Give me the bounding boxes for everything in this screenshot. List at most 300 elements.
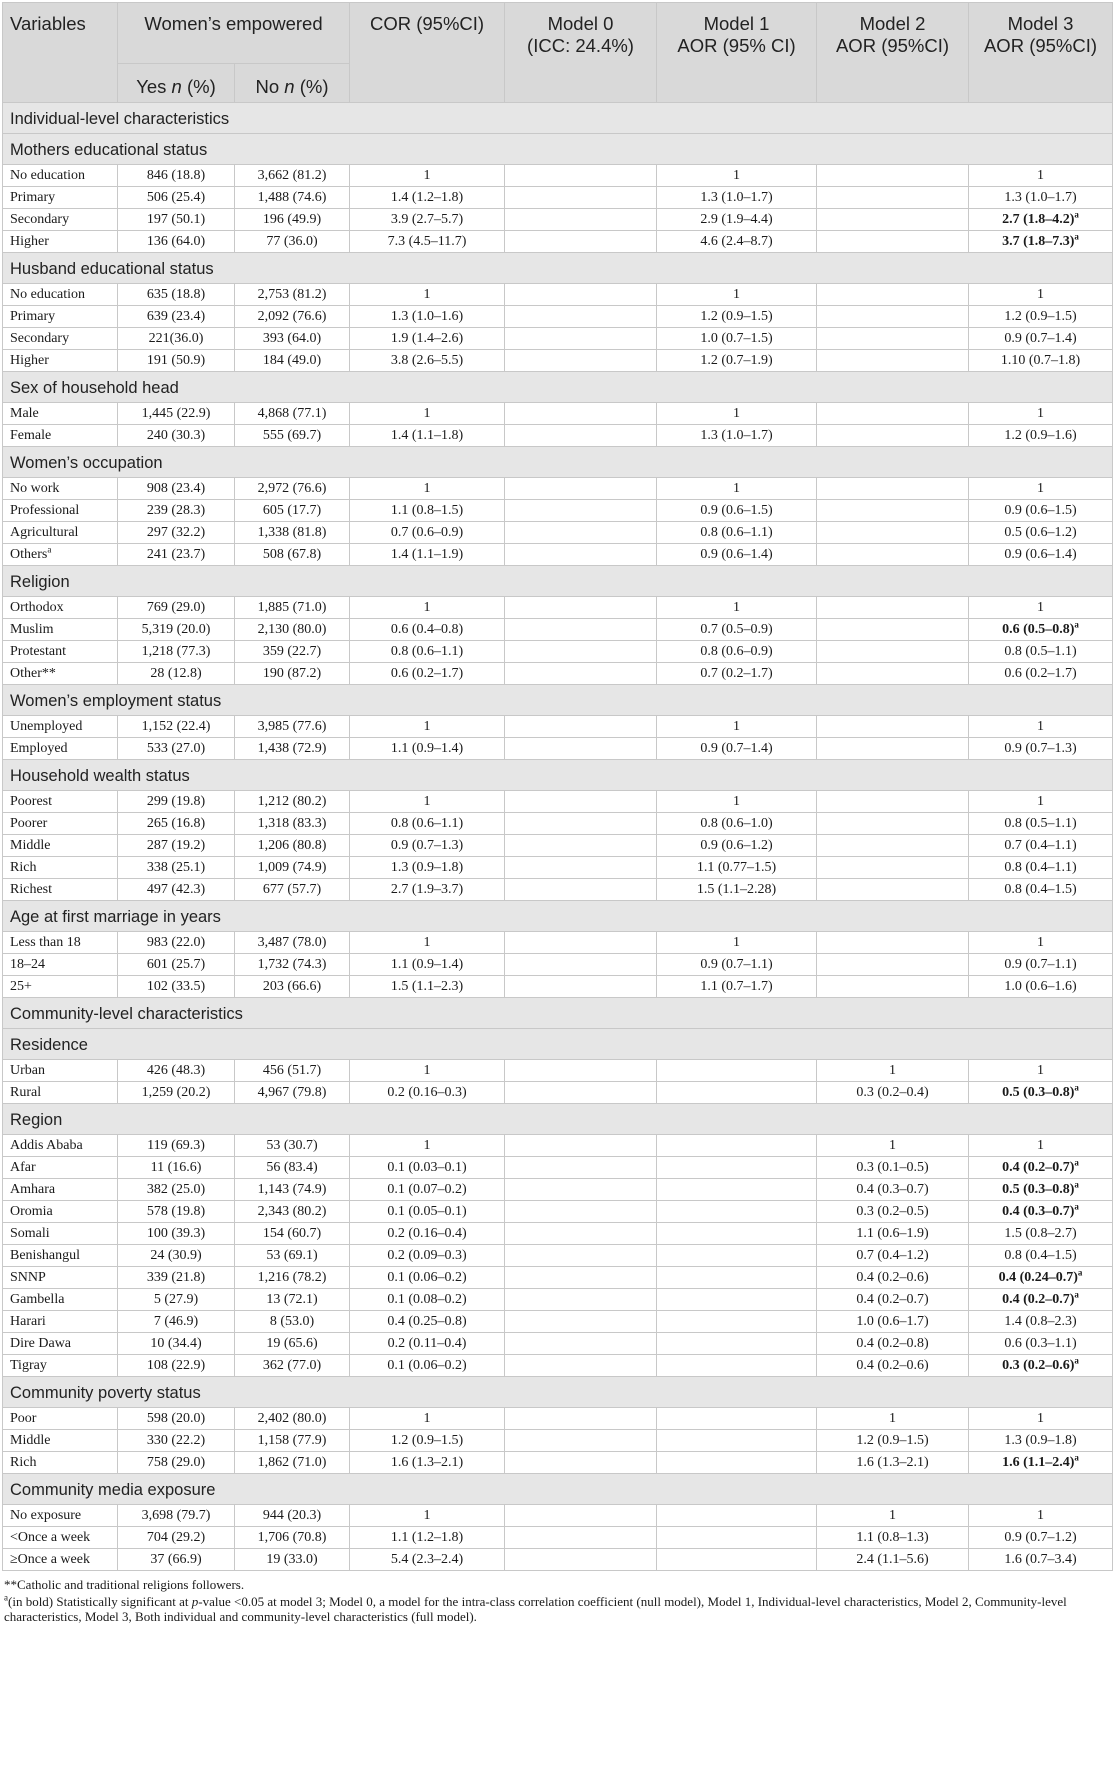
cell-yes: 11 (16.6) — [118, 1157, 235, 1179]
cell-m3: 1.6 $(1.1-2.4)^a$ — [969, 1452, 1113, 1474]
cell-m3: 0.8 (0.4–1.5) — [969, 1245, 1113, 1267]
cell-no: 944 (20.3) — [235, 1505, 350, 1527]
cell-m0 — [505, 165, 657, 187]
cell-no: 19 (65.6) — [235, 1333, 350, 1355]
cell-yes: 1,218 (77.3) — [118, 641, 235, 663]
cell-m2 — [817, 500, 969, 522]
cell-m0 — [505, 597, 657, 619]
cell-m1 — [657, 1527, 817, 1549]
cell-m2: 0.7 (0.4–1.2) — [817, 1245, 969, 1267]
cell-yes: 1,445 (22.9) — [118, 403, 235, 425]
cell-m2: 1 — [817, 1408, 969, 1430]
section-title: Residence — [3, 1029, 1113, 1060]
cell-m2 — [817, 932, 969, 954]
table-row — [3, 976, 1113, 998]
cell-m0 — [505, 1060, 657, 1082]
cell-m0 — [505, 544, 657, 566]
section-title: Age at first marriage in years — [3, 901, 1113, 932]
cell-m3: 0.9 (0.7–1.4) — [969, 328, 1113, 350]
cell-m0 — [505, 500, 657, 522]
section-row — [3, 1377, 1113, 1408]
row-label: Protestant — [3, 641, 118, 663]
cell-cor: 2.7 (1.9–3.7) — [350, 879, 505, 901]
cell-m2 — [817, 857, 969, 879]
row-label: ≥Once a week — [3, 1549, 118, 1571]
table-row — [3, 1060, 1113, 1082]
cell-m2: 1 — [817, 1505, 969, 1527]
cell-no: 2,402 (80.0) — [235, 1408, 350, 1430]
cell-m1: 1 — [657, 932, 817, 954]
table-row — [3, 1527, 1113, 1549]
row-label: Oromia — [3, 1201, 118, 1223]
section-row — [3, 901, 1113, 932]
cell-m2 — [817, 813, 969, 835]
cell-no: 1,706 (70.8) — [235, 1527, 350, 1549]
cell-cor: 7.3 (4.5–11.7) — [350, 231, 505, 253]
cell-yes: 10 (34.4) — [118, 1333, 235, 1355]
cell-m3: 1 — [969, 165, 1113, 187]
cell-m1: 1 — [657, 403, 817, 425]
cell-m1: 0.9 (0.6–1.4) — [657, 544, 817, 566]
cell-m1: 0.9 (0.7–1.4) — [657, 738, 817, 760]
cell-m2 — [817, 187, 969, 209]
row-label: Others$^a$ — [3, 544, 118, 566]
cell-yes: 108 (22.9) — [118, 1355, 235, 1377]
cell-m2: 1 — [817, 1060, 969, 1082]
cell-m1 — [657, 1082, 817, 1104]
cell-yes: 221(36.0) — [118, 328, 235, 350]
table-row — [3, 1223, 1113, 1245]
cell-cor: 1.4 (1.1–1.9) — [350, 544, 505, 566]
cell-m3: 0.5 $(0.3-0.8)^a$ — [969, 1082, 1113, 1104]
cell-m2 — [817, 641, 969, 663]
row-label: Richest — [3, 879, 118, 901]
cell-yes: 598 (20.0) — [118, 1408, 235, 1430]
cell-m1 — [657, 1505, 817, 1527]
section-row — [3, 1029, 1113, 1060]
cell-cor: 1.1 (0.8–1.5) — [350, 500, 505, 522]
cell-m0 — [505, 425, 657, 447]
row-label: Harari — [3, 1311, 118, 1333]
cell-m0 — [505, 619, 657, 641]
cell-m3: 1.3 (1.0–1.7) — [969, 187, 1113, 209]
cell-m1 — [657, 1430, 817, 1452]
table-row — [3, 187, 1113, 209]
cell-cor: 0.1 (0.03–0.1) — [350, 1157, 505, 1179]
cell-yes: 1,259 (20.2) — [118, 1082, 235, 1104]
cell-m3: 0.4 $(0.2-0.7)^a$ — [969, 1289, 1113, 1311]
cell-m0 — [505, 1179, 657, 1201]
section-title: Women’s employment status — [3, 685, 1113, 716]
cell-m0 — [505, 1082, 657, 1104]
cell-m2 — [817, 522, 969, 544]
cell-no: 508 (67.8) — [235, 544, 350, 566]
cell-yes: 382 (25.0) — [118, 1179, 235, 1201]
row-label: No exposure — [3, 1505, 118, 1527]
cell-no: 1,009 (74.9) — [235, 857, 350, 879]
cell-cor: 1 — [350, 791, 505, 813]
cell-m1 — [657, 1060, 817, 1082]
cell-m1: 2.9 (1.9–4.4) — [657, 209, 817, 231]
cell-yes: 28 (12.8) — [118, 663, 235, 685]
cell-m0 — [505, 1311, 657, 1333]
cell-yes: 265 (16.8) — [118, 813, 235, 835]
cell-yes: 239 (28.3) — [118, 500, 235, 522]
cell-m2: 1.6 (1.3–2.1) — [817, 1452, 969, 1474]
cell-yes: 241 (23.7) — [118, 544, 235, 566]
cell-m3: 0.7 (0.4–1.1) — [969, 835, 1113, 857]
cell-m2 — [817, 306, 969, 328]
section-row — [3, 372, 1113, 403]
cell-yes: 3,698 (79.7) — [118, 1505, 235, 1527]
cell-no: 2,343 (80.2) — [235, 1201, 350, 1223]
row-label: Higher — [3, 350, 118, 372]
cell-cor: 1.3 (1.0–1.6) — [350, 306, 505, 328]
row-label: Urban — [3, 1060, 118, 1082]
section-row — [3, 685, 1113, 716]
cell-cor: 1 — [350, 597, 505, 619]
cell-m1 — [657, 1311, 817, 1333]
cell-m3: 0.9 (0.7–1.1) — [969, 954, 1113, 976]
cell-m0 — [505, 1267, 657, 1289]
section-title: Religion — [3, 566, 1113, 597]
cell-m2: 1.0 (0.6–1.7) — [817, 1311, 969, 1333]
cell-m3: 0.5 (0.6–1.2) — [969, 522, 1113, 544]
cell-m2 — [817, 954, 969, 976]
cell-m1: 0.9 (0.7–1.1) — [657, 954, 817, 976]
cell-no: 3,985 (77.6) — [235, 716, 350, 738]
cell-m0 — [505, 306, 657, 328]
section-title: Sex of household head — [3, 372, 1113, 403]
table-row — [3, 1355, 1113, 1377]
cell-m2 — [817, 663, 969, 685]
footnotes — [2, 1577, 1112, 1624]
cell-m3: 1 — [969, 403, 1113, 425]
cell-m0 — [505, 976, 657, 998]
cell-m2 — [817, 597, 969, 619]
cell-m0 — [505, 284, 657, 306]
cell-m1: 1.0 (0.7–1.5) — [657, 328, 817, 350]
cell-cor: 0.2 (0.16–0.4) — [350, 1223, 505, 1245]
cell-m0 — [505, 641, 657, 663]
table-row — [3, 328, 1113, 350]
cell-m2: 0.3 (0.1–0.5) — [817, 1157, 969, 1179]
table-row — [3, 1452, 1113, 1474]
cell-yes: 506 (25.4) — [118, 187, 235, 209]
cell-m3: 1.2 (0.9–1.6) — [969, 425, 1113, 447]
cell-m3: 0.6 (0.3–1.1) — [969, 1333, 1113, 1355]
cell-no: 1,212 (80.2) — [235, 791, 350, 813]
header-womens-empowered: Women’s empowered — [118, 3, 350, 64]
table-row — [3, 1157, 1113, 1179]
cell-m3: 0.9 (0.6–1.4) — [969, 544, 1113, 566]
row-label: Primary — [3, 306, 118, 328]
cell-m3: 0.9 (0.7–1.3) — [969, 738, 1113, 760]
cell-cor: 1 — [350, 403, 505, 425]
cell-yes: 908 (23.4) — [118, 478, 235, 500]
row-label: No education — [3, 284, 118, 306]
cell-no: 1,488 (74.6) — [235, 187, 350, 209]
table-row — [3, 284, 1113, 306]
cell-m1: 0.7 (0.5–0.9) — [657, 619, 817, 641]
row-label: Other** — [3, 663, 118, 685]
cell-m1: 1 — [657, 716, 817, 738]
cell-no: 4,868 (77.1) — [235, 403, 350, 425]
cell-cor: 0.1 (0.07–0.2) — [350, 1179, 505, 1201]
section-title: Community poverty status — [3, 1377, 1113, 1408]
cell-no: 1,318 (83.3) — [235, 813, 350, 835]
table-row — [3, 1082, 1113, 1104]
cell-yes: 24 (30.9) — [118, 1245, 235, 1267]
cell-yes: 533 (27.0) — [118, 738, 235, 760]
table-row — [3, 1201, 1113, 1223]
cell-yes: 7 (46.9) — [118, 1311, 235, 1333]
table-row — [3, 1333, 1113, 1355]
cell-cor: 1.5 (1.1–2.3) — [350, 976, 505, 998]
table-row — [3, 1135, 1113, 1157]
cell-yes: 5 (27.9) — [118, 1289, 235, 1311]
row-label: Benishangul — [3, 1245, 118, 1267]
cell-m3: 0.5 $(0.3-0.8)^a$ — [969, 1179, 1113, 1201]
cell-no: 8 (53.0) — [235, 1311, 350, 1333]
cell-m0 — [505, 932, 657, 954]
cell-m0 — [505, 1135, 657, 1157]
cell-m1 — [657, 1452, 817, 1474]
cell-yes: 497 (42.3) — [118, 879, 235, 901]
table-row — [3, 1311, 1113, 1333]
section-row — [3, 447, 1113, 478]
cell-m1: 1.2 (0.7–1.9) — [657, 350, 817, 372]
cell-m3: 0.8 (0.4–1.5) — [969, 879, 1113, 901]
table-row — [3, 619, 1113, 641]
cell-m1: 0.9 (0.6–1.2) — [657, 835, 817, 857]
section-title: Community media exposure — [3, 1474, 1113, 1505]
cell-yes: 578 (19.8) — [118, 1201, 235, 1223]
header-model1: Model 1 AOR (95% CI) — [657, 3, 817, 103]
cell-m1: 1.1 (0.77–1.5) — [657, 857, 817, 879]
cell-no: 13 (72.1) — [235, 1289, 350, 1311]
header-cor: COR (95%CI) — [350, 3, 505, 103]
cell-m0 — [505, 1223, 657, 1245]
cell-m2 — [817, 403, 969, 425]
cell-no: 190 (87.2) — [235, 663, 350, 685]
cell-m3: 1.6 (0.7–3.4) — [969, 1549, 1113, 1571]
cell-m0 — [505, 716, 657, 738]
table-body — [3, 103, 1113, 1571]
cell-m2 — [817, 350, 969, 372]
cell-m3: 1 — [969, 1408, 1113, 1430]
cell-m0 — [505, 209, 657, 231]
cell-m2: 0.4 (0.2–0.6) — [817, 1355, 969, 1377]
cell-cor: 1 — [350, 1060, 505, 1082]
row-label: No education — [3, 165, 118, 187]
cell-m3: 0.8 (0.5–1.1) — [969, 641, 1113, 663]
cell-m3: 1 — [969, 716, 1113, 738]
cell-m0 — [505, 879, 657, 901]
cell-m1: 1.3 (1.0–1.7) — [657, 187, 817, 209]
header-model2: Model 2 AOR (95%CI) — [817, 3, 969, 103]
header-model0: Model 0 (ICC: 24.4%) — [505, 3, 657, 103]
cell-yes: 639 (23.4) — [118, 306, 235, 328]
table-row — [3, 1179, 1113, 1201]
cell-m3: 1 — [969, 597, 1113, 619]
cell-m1: 0.9 (0.6–1.5) — [657, 500, 817, 522]
cell-m0 — [505, 1201, 657, 1223]
cell-no: 2,092 (76.6) — [235, 306, 350, 328]
cell-m3: 1.4 (0.8–2.3) — [969, 1311, 1113, 1333]
cell-m1: 0.8 (0.6–0.9) — [657, 641, 817, 663]
cell-m0 — [505, 328, 657, 350]
cell-m1 — [657, 1355, 817, 1377]
table-row — [3, 791, 1113, 813]
cell-m1 — [657, 1289, 817, 1311]
cell-no: 2,972 (76.6) — [235, 478, 350, 500]
cell-m3: 1 — [969, 932, 1113, 954]
row-label: Rich — [3, 857, 118, 879]
table-row — [3, 1505, 1113, 1527]
cell-no: 1,438 (72.9) — [235, 738, 350, 760]
cell-yes: 330 (22.2) — [118, 1430, 235, 1452]
cell-m3: 1.5 (0.8–2.7) — [969, 1223, 1113, 1245]
cell-m2 — [817, 619, 969, 641]
cell-m3: 0.3 $(0.2-0.6)^a$ — [969, 1355, 1113, 1377]
table-row — [3, 1267, 1113, 1289]
row-label: Agricultural — [3, 522, 118, 544]
section-row — [3, 760, 1113, 791]
cell-cor: 0.1 (0.05–0.1) — [350, 1201, 505, 1223]
section-title: Individual-level characteristics — [3, 103, 1113, 134]
cell-m0 — [505, 738, 657, 760]
section-row — [3, 253, 1113, 284]
table-row — [3, 813, 1113, 835]
table-row — [3, 1245, 1113, 1267]
cell-m3: 1.2 (0.9–1.5) — [969, 306, 1113, 328]
cell-yes: 846 (18.8) — [118, 165, 235, 187]
cell-no: 456 (51.7) — [235, 1060, 350, 1082]
cell-cor: 0.8 (0.6–1.1) — [350, 641, 505, 663]
row-label: Rich — [3, 1452, 118, 1474]
cell-cor: 1 — [350, 1408, 505, 1430]
footnote-significance: $^a$(in bold) Statistically significant at p-value <0.05 at model 3; Model 0, a model for the intra-class correlation coefficient (null model), Model 1, Individual-level characteristics, Model 2, Community-level characteristics, Model 3, Both individual and community-level characteristics (full model). — [4, 1592, 1067, 1624]
cell-cor: 0.8 (0.6–1.1) — [350, 813, 505, 835]
cell-cor: 0.1 (0.06–0.2) — [350, 1267, 505, 1289]
cell-yes: 5,319 (20.0) — [118, 619, 235, 641]
cell-no: 359 (22.7) — [235, 641, 350, 663]
cell-cor: 1.3 (0.9–1.8) — [350, 857, 505, 879]
cell-m1: 0.8 (0.6–1.0) — [657, 813, 817, 835]
cell-no: 154 (60.7) — [235, 1223, 350, 1245]
cell-cor: 1 — [350, 932, 505, 954]
cell-m1: 0.8 (0.6–1.1) — [657, 522, 817, 544]
section-title: Mothers educational status — [3, 134, 1113, 165]
footnote-religion: **Catholic and traditional religions followers. — [4, 1577, 245, 1592]
cell-m0 — [505, 522, 657, 544]
cell-no: 555 (69.7) — [235, 425, 350, 447]
section-row — [3, 1474, 1113, 1505]
cell-yes: 136 (64.0) — [118, 231, 235, 253]
cell-cor: 1 — [350, 716, 505, 738]
cell-m0 — [505, 813, 657, 835]
cell-yes: 119 (69.3) — [118, 1135, 235, 1157]
cell-yes: 102 (33.5) — [118, 976, 235, 998]
cell-m1 — [657, 1267, 817, 1289]
row-label: Female — [3, 425, 118, 447]
cell-m1 — [657, 1157, 817, 1179]
cell-m2 — [817, 231, 969, 253]
cell-m0 — [505, 1289, 657, 1311]
table-header — [3, 3, 1113, 103]
cell-m0 — [505, 954, 657, 976]
cell-m0 — [505, 350, 657, 372]
cell-yes: 1,152 (22.4) — [118, 716, 235, 738]
cell-m3: 1.3 (0.9–1.8) — [969, 1430, 1113, 1452]
row-label: Unemployed — [3, 716, 118, 738]
table-row — [3, 1430, 1113, 1452]
row-label: Poor — [3, 1408, 118, 1430]
cell-no: 362 (77.0) — [235, 1355, 350, 1377]
cell-yes: 37 (66.9) — [118, 1549, 235, 1571]
row-label: Somali — [3, 1223, 118, 1245]
table-row — [3, 597, 1113, 619]
cell-no: 1,338 (81.8) — [235, 522, 350, 544]
cell-m1: 1 — [657, 165, 817, 187]
cell-m0 — [505, 1245, 657, 1267]
cell-m3: 3.7 $(1.8-7.3)^a$ — [969, 231, 1113, 253]
table-row — [3, 165, 1113, 187]
table-row — [3, 231, 1113, 253]
cell-m1 — [657, 1245, 817, 1267]
cell-m2: 0.3 (0.2–0.5) — [817, 1201, 969, 1223]
cell-yes: 983 (22.0) — [118, 932, 235, 954]
cell-m2: 0.3 (0.2–0.4) — [817, 1082, 969, 1104]
results-table — [2, 2, 1113, 1571]
cell-no: 1,206 (80.8) — [235, 835, 350, 857]
cell-cor: 0.4 (0.25–0.8) — [350, 1311, 505, 1333]
row-label: Orthodox — [3, 597, 118, 619]
table-row — [3, 522, 1113, 544]
cell-m2 — [817, 165, 969, 187]
cell-no: 1,216 (78.2) — [235, 1267, 350, 1289]
row-label: Less than 18 — [3, 932, 118, 954]
row-label: Addis Ababa — [3, 1135, 118, 1157]
row-label: Higher — [3, 231, 118, 253]
section-row — [3, 103, 1113, 134]
table-row — [3, 879, 1113, 901]
cell-m1 — [657, 1549, 817, 1571]
section-title: Community-level characteristics — [3, 998, 1113, 1029]
table-row — [3, 1549, 1113, 1571]
cell-m0 — [505, 187, 657, 209]
header-yes: Yes n (%) — [118, 64, 235, 103]
cell-m3: 0.6 $(0.5-0.8)^a$ — [969, 619, 1113, 641]
cell-cor: 0.2 (0.16–0.3) — [350, 1082, 505, 1104]
cell-m1: 1 — [657, 791, 817, 813]
row-label: Gambella — [3, 1289, 118, 1311]
table-row — [3, 1289, 1113, 1311]
cell-yes: 191 (50.9) — [118, 350, 235, 372]
cell-m3: 1 — [969, 791, 1113, 813]
cell-no: 1,143 (74.9) — [235, 1179, 350, 1201]
cell-m0 — [505, 1452, 657, 1474]
cell-yes: 758 (29.0) — [118, 1452, 235, 1474]
cell-m2 — [817, 209, 969, 231]
cell-no: 184 (49.0) — [235, 350, 350, 372]
cell-no: 3,662 (81.2) — [235, 165, 350, 187]
cell-m3: 0.8 (0.5–1.1) — [969, 813, 1113, 835]
cell-yes: 339 (21.8) — [118, 1267, 235, 1289]
cell-yes: 769 (29.0) — [118, 597, 235, 619]
table-container — [2, 2, 1112, 1626]
